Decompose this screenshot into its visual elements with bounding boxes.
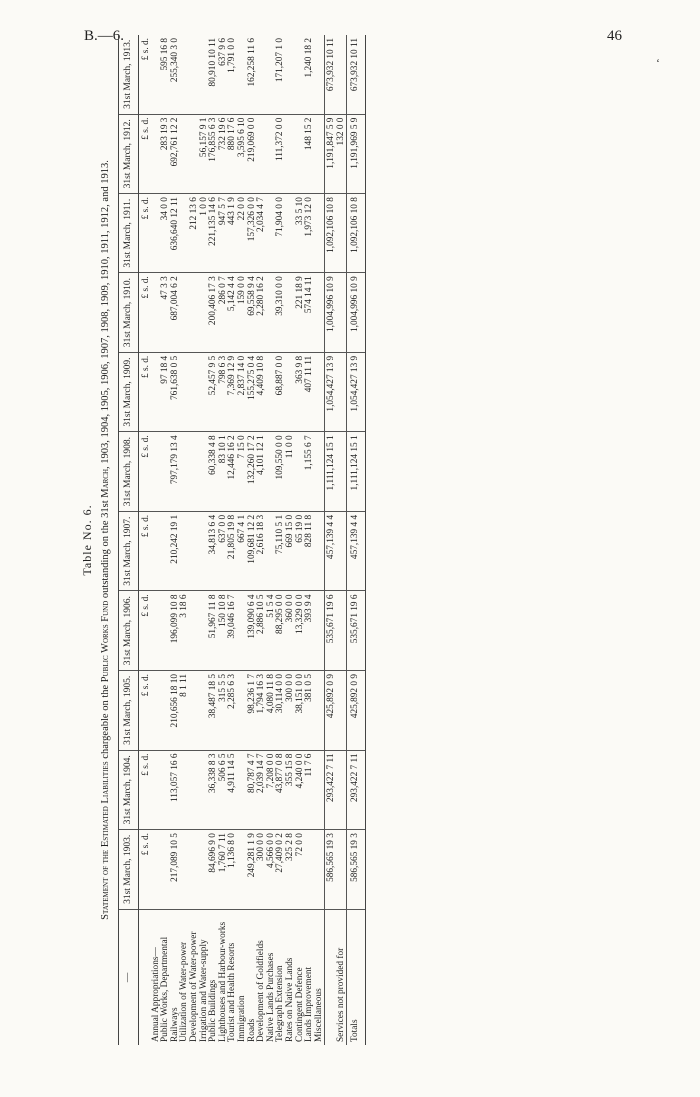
cell-value: 1,794 16 3: [257, 670, 267, 750]
cell-value: 1,111,124 15 1: [325, 432, 337, 512]
cell-value: 797,179 13 4: [171, 432, 181, 512]
cell-value: [337, 273, 347, 353]
cell-value: 1,111,124 15 1: [347, 432, 366, 512]
cell-value: 574 14 11: [305, 273, 315, 353]
cell-value: [152, 750, 162, 830]
caption-liabilities: Estimated Liabilities: [100, 761, 111, 848]
cell-value: [152, 830, 162, 910]
cell-value: 98,236 1 7: [248, 670, 258, 750]
cell-value: 162,258 11 6: [248, 35, 258, 114]
cell-value: 293,422 7 11: [347, 750, 366, 830]
cell-value: 2,886 10 5: [257, 591, 267, 671]
unit-row: [139, 35, 152, 1045]
cell-value: 148 15 2: [305, 114, 315, 194]
cell-value: [190, 511, 200, 591]
cell-value: 2,039 14 7: [257, 750, 267, 830]
cell-value: 1 0 0: [200, 194, 210, 273]
subtotal-row: [325, 35, 337, 1045]
cell-value: 443 1 9: [228, 194, 238, 273]
cell-value: 360 0 0: [286, 591, 296, 671]
cell-value: [190, 670, 200, 750]
cell-value: 43,877 0 8: [276, 750, 286, 830]
cell-value: [337, 194, 347, 273]
table-row: [257, 35, 267, 1045]
table-row: [180, 35, 190, 1045]
row-label: Public Works, Departmental: [160, 936, 171, 1042]
cell-value: 12,446 16 2: [228, 432, 238, 512]
row-label: Utilization of Water-power: [179, 941, 190, 1042]
cell-value: [190, 273, 200, 353]
column-header: 31st March, 1911.: [119, 194, 139, 273]
caption-years: , 1903, 1904, 1905, 1906, 1907, 1908, 1909, 1910, 1911, 1912, and 1913.: [100, 160, 111, 469]
cell-value: 52,457 9 5: [209, 352, 219, 432]
row-label: Lighthouses and Harbour-works: [217, 921, 228, 1042]
cell-value: 155,275 0 4: [248, 352, 258, 432]
row-label: Irrigation and Water-supply: [198, 939, 209, 1042]
cell-value: £ s. d.: [139, 35, 152, 114]
cell-value: £ s. d.: [139, 750, 152, 830]
cell-value: 83 10 1: [219, 432, 229, 512]
cell-value: [180, 511, 190, 591]
cell-value: 71,904 0 0: [276, 194, 286, 273]
cell-value: [337, 750, 347, 830]
cell-value: 1,004,996 10 9: [347, 273, 366, 353]
row-label: [139, 909, 152, 1045]
cell-value: 219,069 0 0: [248, 114, 258, 194]
cell-value: [190, 352, 200, 432]
cell-value: 60,338 4 8: [209, 432, 219, 512]
cell-value: 210,242 19 1: [171, 511, 181, 591]
column-header: 31st March, 1913.: [119, 35, 139, 114]
cell-value: 325 2 8: [286, 830, 296, 910]
cell-value: 1,092,106 10 8: [347, 194, 366, 273]
row-label: Telegraph Extension: [275, 965, 286, 1042]
cell-value: [305, 830, 315, 910]
cell-value: 2,837 14 0: [238, 352, 248, 432]
cell-value: 637 0 0: [219, 511, 229, 591]
cell-value: [180, 432, 190, 512]
cell-value: £ s. d.: [139, 432, 152, 512]
cell-value: 880 17 6: [228, 114, 238, 194]
cell-value: [152, 511, 162, 591]
cell-value: [180, 114, 190, 194]
cell-value: [190, 830, 200, 910]
cell-value: 2,034 4 7: [257, 194, 267, 273]
cell-value: 65 19 0: [296, 511, 306, 591]
cell-value: 1,004,996 10 9: [325, 273, 337, 353]
cell-value: 159 0 0: [238, 273, 248, 353]
cell-value: 255,340 3 0: [171, 35, 181, 114]
caption-outstanding: outstanding on the 31st: [100, 500, 111, 599]
column-header: 31st March, 1905.: [119, 670, 139, 750]
cell-value: 4,566 0 0: [267, 830, 277, 910]
cell-value: [152, 670, 162, 750]
cell-value: 196,099 10 8: [171, 591, 181, 671]
cell-value: 109,681 12 2: [248, 511, 258, 591]
column-header: 31st March, 1909.: [119, 352, 139, 432]
cell-value: [180, 830, 190, 910]
cell-value: 69,558 9 4: [248, 273, 258, 353]
cell-value: 586,565 19 3: [347, 830, 366, 910]
cell-value: 22 0 0: [238, 194, 248, 273]
cell-value: 47 3 3: [161, 273, 171, 353]
cell-value: £ s. d.: [139, 670, 152, 750]
cell-value: [337, 670, 347, 750]
column-header: 31st March, 1907.: [119, 511, 139, 591]
cell-value: 176,855 6 3: [209, 114, 219, 194]
table-number: Table No. 6.: [80, 504, 94, 576]
cell-value: [337, 35, 347, 114]
cell-value: [315, 35, 325, 114]
cell-value: 217,089 10 5: [171, 830, 181, 910]
cell-value: 56,157 9 1: [200, 114, 210, 194]
cell-value: [286, 114, 296, 194]
row-label: Annual Appropriations—: [150, 947, 161, 1042]
totals-row: [347, 35, 366, 1045]
cell-value: 4,101 12 1: [257, 432, 267, 512]
cell-value: 157,326 0 0: [248, 194, 258, 273]
table-caption: [99, 55, 112, 1025]
cell-value: 2,280 16 2: [257, 273, 267, 353]
cell-value: 692,761 12 2: [171, 114, 181, 194]
rotated-table-block: [80, 35, 640, 1045]
cell-value: 34,813 6 4: [209, 511, 219, 591]
cell-value: 535,671 19 6: [325, 591, 337, 671]
cell-value: 947 5 7: [219, 194, 229, 273]
row-label: Services not provided for: [335, 947, 346, 1042]
cell-value: 1,791 0 0: [228, 35, 238, 114]
page-code: B.—6.: [84, 28, 125, 44]
column-header: 31st March, 1903.: [119, 830, 139, 910]
cell-value: 535,671 19 6: [347, 591, 366, 671]
cell-value: [337, 352, 347, 432]
cell-value: £ s. d.: [139, 194, 152, 273]
cell-value: 586,565 19 3: [325, 830, 337, 910]
cell-value: 595 16 8: [161, 35, 171, 114]
cell-value: 97 18 4: [161, 352, 171, 432]
cell-value: 293,422 7 11: [325, 750, 337, 830]
cell-value: 75,110 5 1: [276, 511, 286, 591]
cell-value: 84,696 9 0: [209, 830, 219, 910]
cell-value: 113,057 16 6: [171, 750, 181, 830]
cell-value: [315, 591, 325, 671]
cell-value: 1,054,427 13 9: [347, 352, 366, 432]
cell-value: [152, 432, 162, 512]
cell-value: [315, 830, 325, 910]
cell-value: [315, 670, 325, 750]
cell-value: 38,487 18 5: [209, 670, 219, 750]
cell-value: 7 15 0: [238, 432, 248, 512]
cell-value: 33 5 10: [296, 194, 306, 273]
cell-value: [337, 830, 347, 910]
cell-value: 667 4 1: [238, 511, 248, 591]
cell-value: 425,892 0 9: [347, 670, 366, 750]
cell-value: [257, 35, 267, 114]
cell-value: 38,151 0 0: [296, 670, 306, 750]
cell-value: [315, 352, 325, 432]
cell-value: [190, 35, 200, 114]
cell-value: 1,155 6 7: [305, 432, 315, 512]
cell-value: 828 11 8: [305, 511, 315, 591]
cell-value: [152, 591, 162, 671]
cell-value: 457,139 4 4: [325, 511, 337, 591]
cell-value: 39,310 0 0: [276, 273, 286, 353]
caption-month: March: [100, 468, 111, 498]
cell-value: 761,638 0 5: [171, 352, 181, 432]
row-label: Native Lands Purchases: [265, 952, 276, 1042]
cell-value: £ s. d.: [139, 511, 152, 591]
cell-value: 212 13 6: [190, 194, 200, 273]
cell-value: 300 0 0: [286, 670, 296, 750]
services-row: [337, 35, 347, 1045]
cell-value: 2,285 6 3: [228, 670, 238, 750]
cell-value: 171,207 1 0: [276, 35, 286, 114]
cell-value: 457,139 4 4: [347, 511, 366, 591]
cell-value: [180, 35, 190, 114]
column-header: 31st March, 1910.: [119, 273, 139, 353]
cell-value: 1,973 12 0: [305, 194, 315, 273]
cell-value: 221 18 9: [296, 273, 306, 353]
cell-value: 687,004 6 2: [171, 273, 181, 353]
cell-value: 4,911 14 5: [228, 750, 238, 830]
caption-prefix: Statement of the: [100, 849, 111, 920]
table-row: [152, 35, 162, 1045]
cell-value: 51 5 4: [267, 591, 277, 671]
cell-value: [337, 432, 347, 512]
row-label: Development of Water-power: [188, 931, 199, 1042]
caption-chargeable: chargeable on the: [100, 684, 111, 759]
cell-value: [337, 591, 347, 671]
header-blank: —: [119, 909, 139, 1045]
row-label: Railways: [169, 1007, 180, 1042]
cell-value: [315, 750, 325, 830]
cell-value: [190, 591, 200, 671]
cell-value: 363 9 8: [296, 352, 306, 432]
cell-value: 1,240 18 2: [305, 35, 315, 114]
cell-value: 7,208 0 0: [267, 750, 277, 830]
row-label: Tourist and Health Resorts: [227, 942, 238, 1042]
stray-mark: ‘: [656, 56, 660, 70]
cell-value: [315, 511, 325, 591]
cell-value: 1,191,847 5 9: [325, 114, 337, 194]
cell-value: 80,787 4 7: [248, 750, 258, 830]
cell-value: 1,054,427 13 9: [325, 352, 337, 432]
row-label: Development of Goldfields: [256, 940, 267, 1042]
cell-value: [180, 352, 190, 432]
cell-value: 3 18 6: [180, 591, 190, 671]
cell-value: [315, 432, 325, 512]
cell-value: 283 19 3: [161, 114, 171, 194]
cell-value: 51,967 11 8: [209, 591, 219, 671]
table-row: [190, 35, 200, 1045]
cell-value: 221,135 14 6: [209, 194, 219, 273]
cell-value: 8 1 11: [180, 670, 190, 750]
cell-value: 21,805 19 8: [228, 511, 238, 591]
cell-value: 798 6 3: [219, 352, 229, 432]
cell-value: 7,369 12 9: [228, 352, 238, 432]
cell-value: 1,191,969 5 9: [347, 114, 366, 194]
cell-value: 636,640 12 11: [171, 194, 181, 273]
cell-value: [257, 114, 267, 194]
cell-value: 1,092,106 10 8: [325, 194, 337, 273]
row-label: Rates on Native Lands: [284, 957, 295, 1042]
cell-value: 673,932 10 11: [347, 35, 366, 114]
table-row: [305, 35, 315, 1045]
column-header: 31st March, 1912.: [119, 114, 139, 194]
cell-value: 393 9 4: [305, 591, 315, 671]
cell-value: [180, 273, 190, 353]
row-label: Miscellaneous: [313, 988, 324, 1042]
cell-value: £ s. d.: [139, 114, 152, 194]
cell-value: £ s. d.: [139, 830, 152, 910]
cell-value: 3,595 6 10: [238, 114, 248, 194]
cell-value: 506 6 5: [219, 750, 229, 830]
cell-value: 1,136 8 0: [228, 830, 238, 910]
cell-value: [315, 273, 325, 353]
cell-value: £ s. d.: [139, 352, 152, 432]
cell-value: [337, 511, 347, 591]
row-label: Immigration: [236, 995, 247, 1042]
cell-value: 132,260 17 2: [248, 432, 258, 512]
cell-value: 200,406 17 3: [209, 273, 219, 353]
cell-value: 286 0 7: [219, 273, 229, 353]
cell-value: 13,329 0 0: [296, 591, 306, 671]
cell-value: [315, 194, 325, 273]
cell-value: 111,372 0 0: [276, 114, 286, 194]
cell-value: 109,550 0 0: [276, 432, 286, 512]
cell-value: 1,760 7 11: [219, 830, 229, 910]
cell-value: 11 0 0: [286, 432, 296, 512]
cell-value: 27,409 0 2: [276, 830, 286, 910]
cell-value: [190, 432, 200, 512]
cell-value: £ s. d.: [139, 273, 152, 353]
liabilities-table: [118, 35, 366, 1045]
cell-value: 732 19 6: [219, 114, 229, 194]
cell-value: 315 5 5: [219, 670, 229, 750]
cell-value: 210,656 18 10: [171, 670, 181, 750]
cell-value: 139,090 6 4: [248, 591, 258, 671]
row-label: Contingent Defence: [294, 967, 305, 1042]
cell-value: 381 0 5: [305, 670, 315, 750]
cell-value: 30,114 0 0: [276, 670, 286, 750]
cell-value: 4,080 11 8: [267, 670, 277, 750]
cell-value: [190, 750, 200, 830]
cell-value: 34 0 0: [161, 194, 171, 273]
cell-value: 39,046 16 7: [228, 591, 238, 671]
row-label: Roads: [246, 1018, 257, 1042]
cell-value: 2,616 18 3: [257, 511, 267, 591]
cell-value: 669 15 0: [286, 511, 296, 591]
cell-value: [286, 35, 296, 114]
cell-value: 300 0 0: [257, 830, 267, 910]
caption-fund: Public Works Fund: [100, 600, 111, 683]
cell-value: 36,338 8 3: [209, 750, 219, 830]
cell-value: 80,910 10 11: [209, 35, 219, 114]
column-header: 31st March, 1906.: [119, 591, 139, 671]
cell-value: 407 11 11: [305, 352, 315, 432]
page-number: 46: [607, 28, 622, 44]
row-label: Public Buildings: [208, 979, 219, 1042]
cell-value: 88,295 0 0: [276, 591, 286, 671]
cell-value: 637 9 6: [219, 35, 229, 114]
row-label: Totals: [347, 909, 366, 1045]
row-label: Lands Improvement: [304, 966, 315, 1042]
column-header: 31st March, 1904.: [119, 750, 139, 830]
cell-value: 11 7 6: [305, 750, 315, 830]
cell-value: 132 0 0: [337, 114, 347, 194]
cell-value: 673,932 10 11: [325, 35, 337, 114]
cell-value: £ s. d.: [139, 591, 152, 671]
cell-value: 72 0 0: [296, 830, 306, 910]
cell-value: 249,281 1 9: [248, 830, 258, 910]
cell-value: [315, 114, 325, 194]
column-header: 31st March, 1908.: [119, 432, 139, 512]
cell-value: 150 10 8: [219, 591, 229, 671]
cell-value: [180, 750, 190, 830]
cell-value: 5,142 4 4: [228, 273, 238, 353]
table-row: [315, 35, 325, 1045]
table-row: [171, 35, 181, 1045]
cell-value: 425,892 0 9: [325, 670, 337, 750]
cell-value: 68,887 0 0: [276, 352, 286, 432]
cell-value: 4,240 0 0: [296, 750, 306, 830]
cell-value: 4,409 10 8: [257, 352, 267, 432]
cell-value: 355 15 8: [286, 750, 296, 830]
